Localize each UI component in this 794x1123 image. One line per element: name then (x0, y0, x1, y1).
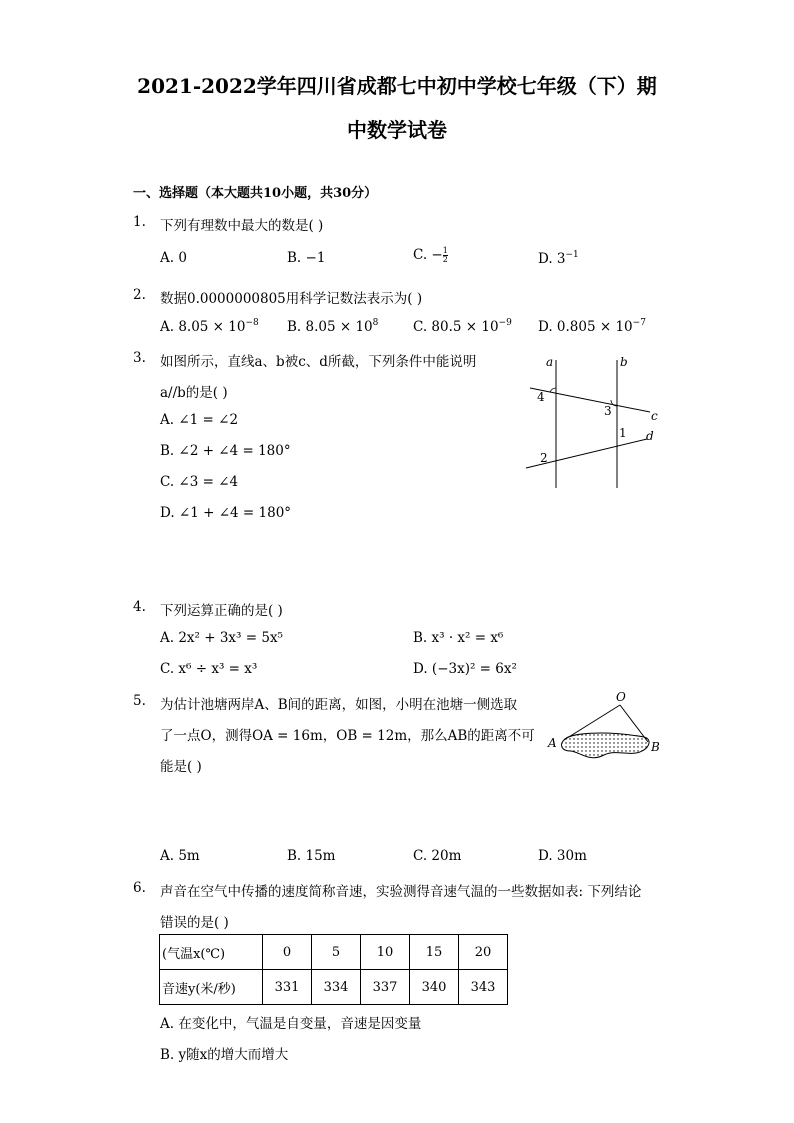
q6-option-a: A. 在变化中，气温是自变量，音速是因变量 (160, 1016, 422, 1032)
table-cell: 337 (361, 970, 410, 1005)
q2-c-base: C. 80.5 × 10 (413, 319, 499, 335)
q4-stem: 下列运算正确的是( ) (160, 603, 283, 619)
pond-shape (562, 733, 650, 758)
table-cell: 340 (410, 970, 459, 1005)
q2-stem: 数据0.0000000805用科学记数法表示为( ) (160, 291, 423, 307)
label-angle-4: 4 (537, 390, 545, 404)
q1-c-numerator: 1 (442, 246, 448, 255)
q1-option-c (413, 247, 448, 264)
table-cell: 15 (410, 935, 459, 970)
q5-stem-line1: 为估计池塘两岸A、B间的距离，如图，小明在池塘一侧选取 (160, 697, 518, 713)
q2-a-exp: −8 (245, 318, 259, 328)
q5-number: 5. (133, 693, 146, 709)
q2-a-base: A. 8.05 × 10 (160, 319, 246, 335)
q1-option-c-prefix: C. − (413, 247, 443, 263)
q3-option-a: A. ∠1 = ∠2 (160, 412, 239, 428)
q2-d-exp: −7 (632, 318, 646, 328)
label-d: d (646, 429, 654, 443)
q1-option-a: A. 0 (160, 250, 187, 266)
q2-option-a (160, 318, 259, 335)
table-cell: 0 (263, 935, 312, 970)
q2-c-exp: −9 (498, 318, 512, 328)
table-row-header: 音速y(米/秒) (160, 970, 263, 1005)
table-cell: 343 (459, 970, 508, 1005)
table-cell: 334 (312, 970, 361, 1005)
q1-c-denominator: 2 (442, 255, 448, 264)
q4-option-b: B. x³ · x² = x⁶ (413, 630, 504, 646)
q2-option-c (413, 318, 512, 335)
label-c: c (651, 409, 658, 423)
q5-option-d: D. 30m (538, 848, 587, 864)
q1-option-d-base: D. 3 (538, 251, 566, 267)
q1-stem: 下列有理数中最大的数是( ) (160, 218, 324, 234)
section-heading: 一、选择题（本大题共10小题，共30分） (133, 186, 378, 201)
q1-option-d-exp: −1 (565, 250, 579, 260)
q1-option-d (538, 250, 579, 267)
q1-option-b: B. −1 (287, 250, 326, 266)
q5-option-a: A. 5m (160, 848, 200, 864)
table-row (160, 970, 508, 1005)
q1-number: 1. (133, 214, 146, 230)
label-angle-3: 3 (604, 404, 612, 418)
table-cell: 5 (312, 935, 361, 970)
label-b: B (651, 740, 660, 754)
paper-title-line2: 中数学试卷 (347, 118, 447, 142)
q3-stem-line2: a//b的是( ) (160, 385, 228, 401)
label-a: A (548, 736, 557, 750)
q2-d-base: D. 0.805 × 10 (538, 319, 633, 335)
q4-option-a: A. 2x² + 3x³ = 5x⁵ (160, 630, 283, 646)
paper-title-line1: 2021-2022学年四川省成都七中初中学校七年级（下）期 (137, 74, 657, 98)
q6-stem-line1: 声音在空气中传播的速度简称音速，实验测得音速气温的一些数据如表: 下列结论 (160, 884, 642, 900)
table-row (160, 935, 508, 970)
label-a: a (546, 355, 554, 369)
q5-option-b: B. 15m (287, 848, 336, 864)
label-b: b (620, 355, 628, 369)
table-cell: 331 (263, 970, 312, 1005)
q6-data-table (159, 934, 508, 1005)
table-row-header: (气温x(℃) (160, 935, 263, 970)
q3-option-d: D. ∠1 + ∠4 = 180° (160, 505, 292, 521)
q2-b-base: B. 8.05 × 10 (287, 319, 373, 335)
q5-figure-pond (544, 685, 668, 765)
label-angle-1: 1 (619, 426, 627, 440)
table-cell: 20 (459, 935, 508, 970)
q5-stem-line3: 能是( ) (160, 759, 202, 775)
q1-option-c-fraction (443, 247, 448, 264)
q5-option-c: C. 20m (413, 848, 462, 864)
table-cell: 10 (361, 935, 410, 970)
q6-number: 6. (133, 880, 146, 896)
q3-option-b: B. ∠2 + ∠4 = 180° (160, 443, 291, 459)
q2-option-d (538, 318, 646, 335)
q6-option-b: B. y随x的增大而增大 (160, 1047, 289, 1063)
label-o: O (616, 690, 626, 704)
q4-option-c: C. x⁶ ÷ x³ = x³ (160, 661, 258, 677)
label-angle-2: 2 (540, 451, 548, 465)
q4-option-d: D. (−3x)² = 6x² (413, 661, 517, 677)
q3-number: 3. (133, 350, 146, 366)
line-c (530, 388, 650, 412)
angle-4-arc (550, 388, 556, 392)
q6-stem-line2: 错误的是( ) (160, 915, 229, 931)
q2-b-exp: 8 (372, 318, 379, 328)
q4-number: 4. (133, 599, 146, 615)
q2-number: 2. (133, 287, 146, 303)
q2-option-b (287, 318, 378, 335)
q3-option-c: C. ∠3 = ∠4 (160, 474, 239, 490)
q5-stem-line2: 了一点O，测得OA = 16m，OB = 12m，那么AB的距离不可 (160, 728, 535, 744)
q3-figure-parallel-lines (520, 350, 670, 492)
q3-stem-line1: 如图所示，直线a、b被c、d所截，下列条件中能说明 (160, 354, 477, 370)
